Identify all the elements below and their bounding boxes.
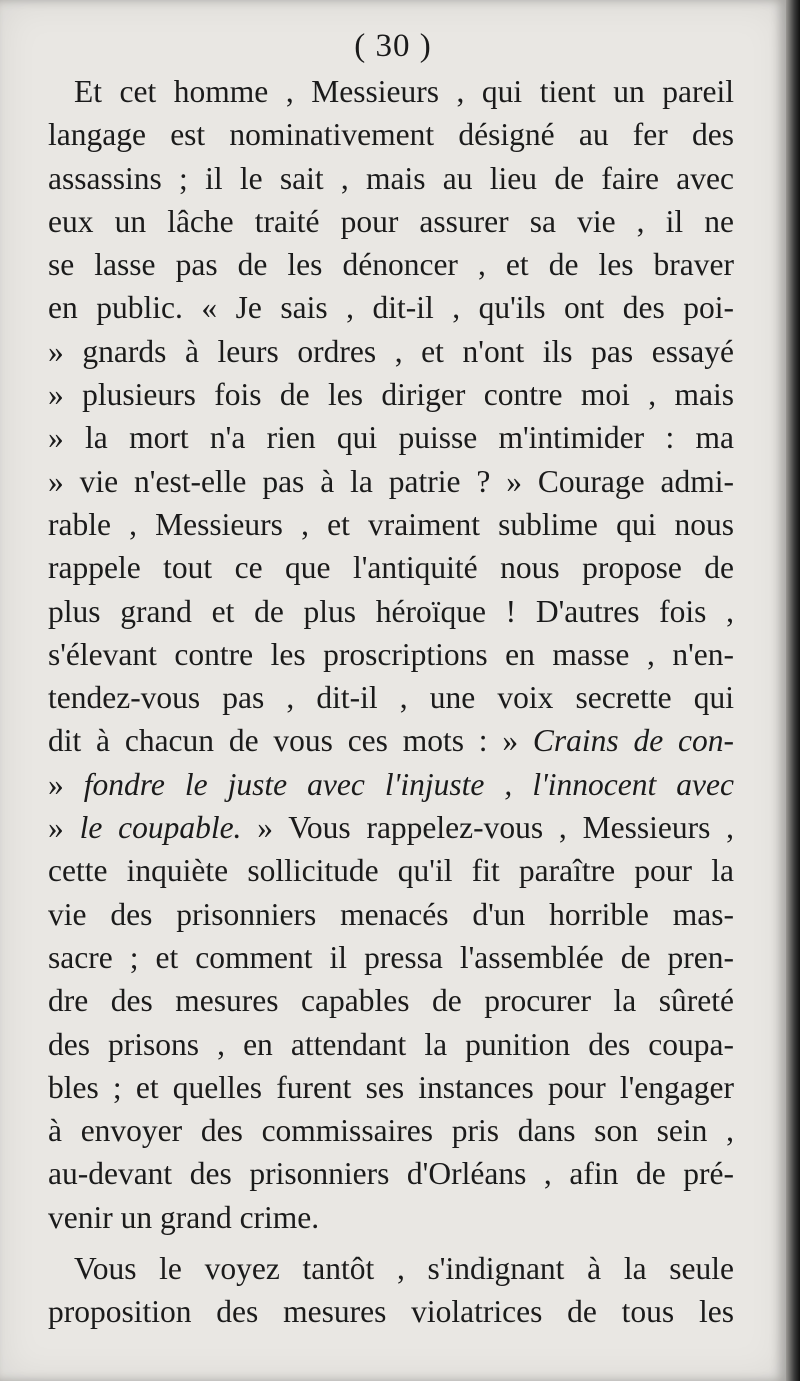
text-line [48, 416, 734, 459]
italic-text: le coupable. [79, 810, 242, 846]
text-segment: » la mort n'a rien qui puisse m'intimider : ma [48, 420, 734, 456]
text-line [48, 936, 734, 979]
text-segment: Et cet homme , Messieurs , qui tient un pareil [74, 74, 734, 109]
text-segment: langage est nominativement désigné au fer des [48, 117, 734, 153]
text-segment: venir un grand crime. [48, 1199, 320, 1235]
text-line [48, 330, 734, 373]
text-segment: » plusieurs fois de les diriger contre moi , mais [48, 377, 734, 413]
text-segment: cette inquiète sollicitude qu'il fit paraître pour la [48, 853, 734, 889]
text-line [48, 200, 734, 243]
text-line [48, 1109, 734, 1152]
text-line [48, 373, 734, 416]
text-line [48, 286, 734, 329]
text-line [48, 979, 734, 1022]
text-segment: dre des mesures capables de procurer la sûreté [48, 983, 734, 1019]
text-segment: à envoyer des commissaires pris dans son sein , [48, 1113, 734, 1149]
text-line [48, 719, 734, 762]
page-number: ( 30 ) [354, 28, 432, 64]
italic-text: fondre le juste avec l'injuste , l'innocent avec [83, 766, 734, 802]
text-segment: rappele tout ce que l'antiquité nous propose de [48, 550, 734, 586]
text-line [48, 70, 734, 113]
text-line [48, 806, 734, 849]
text-line [48, 633, 734, 676]
text-line [48, 893, 734, 936]
text-segment: se lasse pas de les dénoncer , et de les braver [48, 247, 734, 283]
text-line [48, 676, 734, 719]
text-segment: plus grand et de plus héroïque ! D'autres fois , [48, 593, 734, 629]
book-spine-edge [786, 0, 800, 1381]
text-segment: sacre ; et comment il pressa l'assemblée de pren- [48, 939, 734, 975]
text-segment: bles ; et quelles furent ses instances pour l'engager [48, 1069, 734, 1105]
text-line [48, 763, 734, 806]
text-segment: » [48, 810, 80, 846]
text-segment: rable , Messieurs , et vraiment sublime qui nous [48, 506, 734, 542]
text-segment: des prisons , en attendant la punition des coupa- [48, 1026, 734, 1062]
text-line [48, 546, 734, 589]
text-segment: » gnards à leurs ordres , et n'ont ils pas essayé [48, 333, 734, 369]
text-segment: proposition des mesures violatrices de tous les [48, 1294, 734, 1330]
text-line [48, 590, 734, 633]
text-line [48, 503, 734, 546]
text-segment: Vous le voyez tantôt , s'indignant à la seule [74, 1251, 734, 1287]
text-segment: tendez-vous pas , dit-il , une voix secrette qui [48, 680, 734, 716]
page-text [48, 70, 734, 1334]
italic-text: Crains de con- [532, 723, 734, 759]
text-line [48, 157, 734, 200]
text-segment: dit à chacun de vous ces mots : » [48, 723, 533, 759]
text-segment: vie des prisonniers menacés d'un horrible mas- [48, 896, 734, 932]
text-line [48, 1023, 734, 1066]
text-line [48, 1152, 734, 1195]
paragraph-gap [48, 1239, 734, 1247]
text-segment: assassins ; il le sait , mais au lieu de faire avec [48, 160, 734, 196]
text-line [48, 243, 734, 286]
text-segment: eux un lâche traité pour assurer sa vie , il ne [48, 203, 734, 239]
text-segment: » vie n'est-elle pas à la patrie ? » Courage admi- [48, 463, 734, 499]
text-segment: s'élevant contre les proscriptions en masse , n'en- [48, 636, 734, 672]
text-segment: au-devant des prisonniers d'Orléans , afin de pré- [48, 1156, 734, 1192]
text-segment: » [48, 766, 84, 802]
text-line [48, 1066, 734, 1109]
text-line [48, 1290, 734, 1333]
text-line [48, 849, 734, 892]
text-segment: en public. « Je sais , dit-il , qu'ils ont des poi- [48, 290, 734, 326]
text-segment: » Vous rappelez-vous , Messieurs , [241, 810, 734, 846]
text-line [48, 1247, 734, 1290]
text-line [48, 1196, 734, 1239]
text-line [48, 460, 734, 503]
text-line [48, 113, 734, 156]
